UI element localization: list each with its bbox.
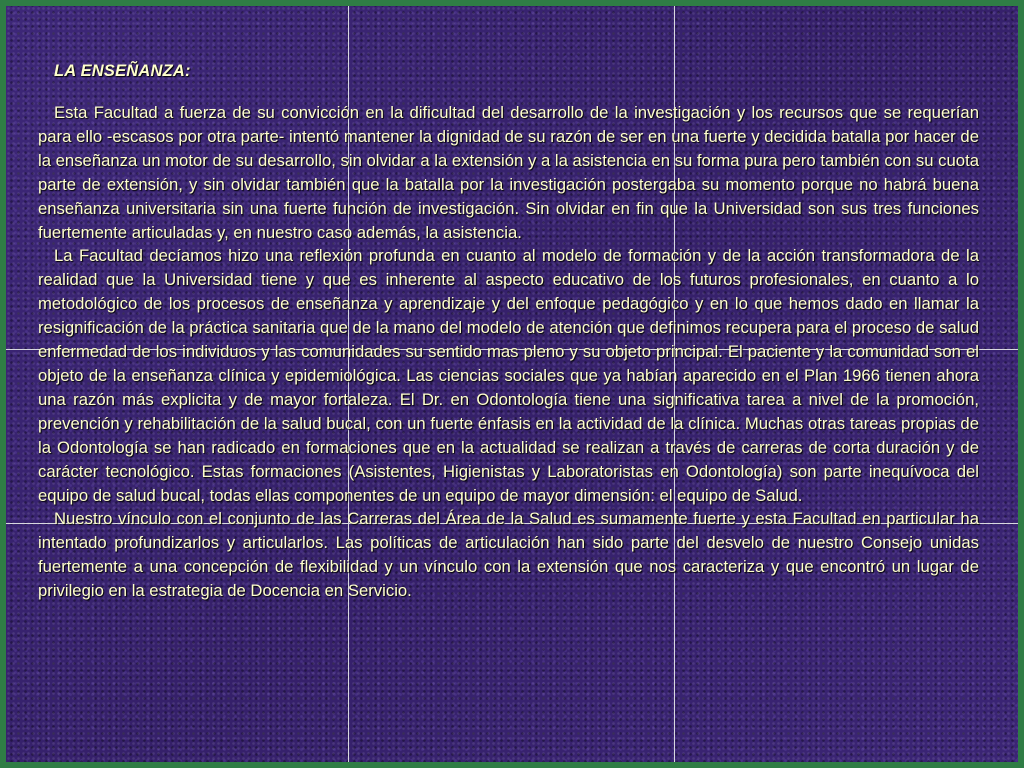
paragraph-1: Esta Facultad a fuerza de su convicción en la dificultad del desarrollo de la investigación y los recursos que se requerían para ello -escasos por otra parte- intentó mantener la dignidad de su razón de ser en una fuerte y decidida batalla por hacer de la enseñanza un motor de su desarrollo, sin olvidar a la extensión y a la asistencia en su forma pura pero también con su cuota parte de extensión, y sin olvidar también que la batalla por la investigación postergaba su momento porque no habrá buena enseñanza universitaria sin una fuerte función de investigación. Sin olvidar en fin que la Universidad son sus tres funciones fuertemente articuladas y, en nuestro caso además, la asistencia. (38, 103, 979, 242)
paragraph-3: Nuestro vínculo con el conjunto de las Carreras del Área de la Salud es sumamente fuerte y esta Facultad en particular ha intentado profundizarlos y articularlos. Las políticas de articulación han sido parte del desvelo de nuestro Consejo unidas fuertemente a una concepción de flexibilidad y un vínculo con la extensión que nos caracteriza y que encontró un lugar de privilegio en la estrategia de Docencia en Servicio. (38, 509, 979, 601)
slide-content (38, 62, 979, 603)
slide-background (6, 6, 1018, 762)
paragraph-2: La Facultad decíamos hizo una reflexión profunda en cuanto al modelo de formación y de la acción transformadora de la realidad que la Universidad tiene y que es inherente al aspecto educativo de los futuros profesionales, en cuanto a lo metodológico de los procesos de enseñanza y aprendizaje y del enfoque pedagógico y en lo que hemos dado en llamar la resignificación de la práctica sanitaria que de la mano del modelo de atención que definimos recupera para el proceso de salud enfermedad de los individuos y las comunidades su sentido mas pleno y su objeto principal. El paciente y la comunidad son el objeto de la enseñanza clínica y epidemiológica. Las ciencias sociales que ya habían aparecido en el Plan 1966 tienen ahora una razón más explicita y de mayor fortaleza. El Dr. en Odontología tiene una significativa tarea a nivel de la promoción, prevención y rehabilitación de la salud bucal, con un fuerte énfasis en la actividad de la clínica. Muchas otras tareas propias de la Odontología se han radicado en formaciones que en la actualidad se realizan a través de carreras de corta duración y de carácter tecnológico. Estas formaciones (Asistentes, Higienistas y Laboratoristas en Odontología) son parte inequívoca del equipo de salud bucal, todas ellas componentes de un equipo de mayor dimensión: el equipo de Salud. (38, 246, 979, 505)
section-title: LA ENSEÑANZA: (54, 62, 191, 80)
